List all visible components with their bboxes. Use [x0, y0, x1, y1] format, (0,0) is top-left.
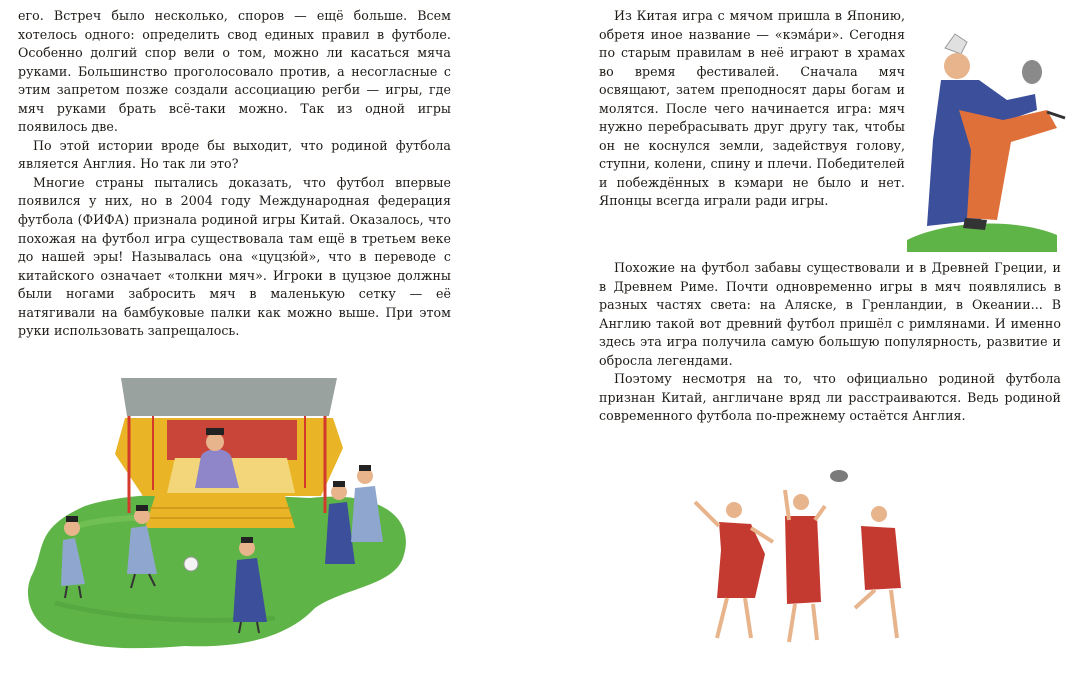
- player-figure-1: [695, 502, 773, 638]
- player-figure-5: [351, 465, 383, 542]
- ball-icon: [1022, 60, 1042, 84]
- ball-icon: [830, 470, 848, 482]
- paragraph: Поэтому несмотря на то, что официально родиной футбола признан Китай, англичане вряд ли расстраиваются. Ведь родиной современного футбола по-прежнему остаётся Англия.: [599, 371, 1061, 424]
- paragraph: его. Встреч было несколько, споров — ещё больше. Всем хотелось одного: определить свод единых правил в футболе. Особенно долгий спор вели о том, можно ли касаться мяча руками. Большинство проголосовало против, а несогласные с этим запретом позже создали ассоциацию регби — игры, где мяч руками брать всё-таки можно. Так из одной игры появилось две.: [18, 8, 451, 135]
- right-page-text-top: [599, 7, 905, 211]
- japanese-kemari-illustration: [907, 30, 1077, 252]
- left-page-text: [18, 7, 451, 341]
- right-page-text-bottom: [599, 259, 1061, 426]
- ball-icon: [184, 557, 198, 571]
- paragraph: Похожие на футбол забавы существовали и в Древней Греции, и в Древнем Риме. Почти одновременно игры в мяч появлялись в разных частях света: на Аляске, в Гренландии, в Океании... В Англию такой вот древний футбол пришёл с римлянами. И именно здесь эта игра получила самую большую популярность, развитие и обросла легендами.: [599, 260, 1061, 368]
- right-page: [539, 0, 1077, 677]
- paragraph: Многие страны пытались доказать, что футбол впервые появился у них, но в 2004 году Международная федерация футбола (ФИФА) признала родиной игры Китай. Оказалось, что похожая на футбол игра существовала там ещё в третьем веке до нашей эры! Называлась она «цуцзю́й», что в переводе с китайского означает «толкни мяч». Игроки в цуцзюе должны были ногами забросить мяч в маленькую сетку — её натягивали на бамбуковые палки как можно выше. При этом руки использовать запрещалось.: [18, 174, 451, 339]
- paragraph: По этой истории вроде бы выходит, что родиной футбола является Англия. Но так ли это?: [18, 137, 451, 172]
- player-figure-3: [855, 506, 901, 638]
- chinese-cuju-illustration: [25, 378, 425, 660]
- roman-ball-game-illustration: [689, 462, 929, 652]
- player-figure-2: [785, 490, 825, 642]
- paragraph: Из Китая игра с мячом пришла в Японию, обретя иное название — «кэма́ри». Сегодня по старым правилам в неё играют в храмах во время фестивалей. Сначала мяч освящают, затем преподносят дары богам и молятся. После чего начинается игра: мяч нужно перебрасывать друг другу так, чтобы он не коснулся земли, задействуя голову, ступни, колени, спину и плечи. Победителей и побеждённых в кэмари не было и нет. Японцы всегда играли ради игры.: [599, 8, 905, 209]
- left-page: [0, 0, 538, 677]
